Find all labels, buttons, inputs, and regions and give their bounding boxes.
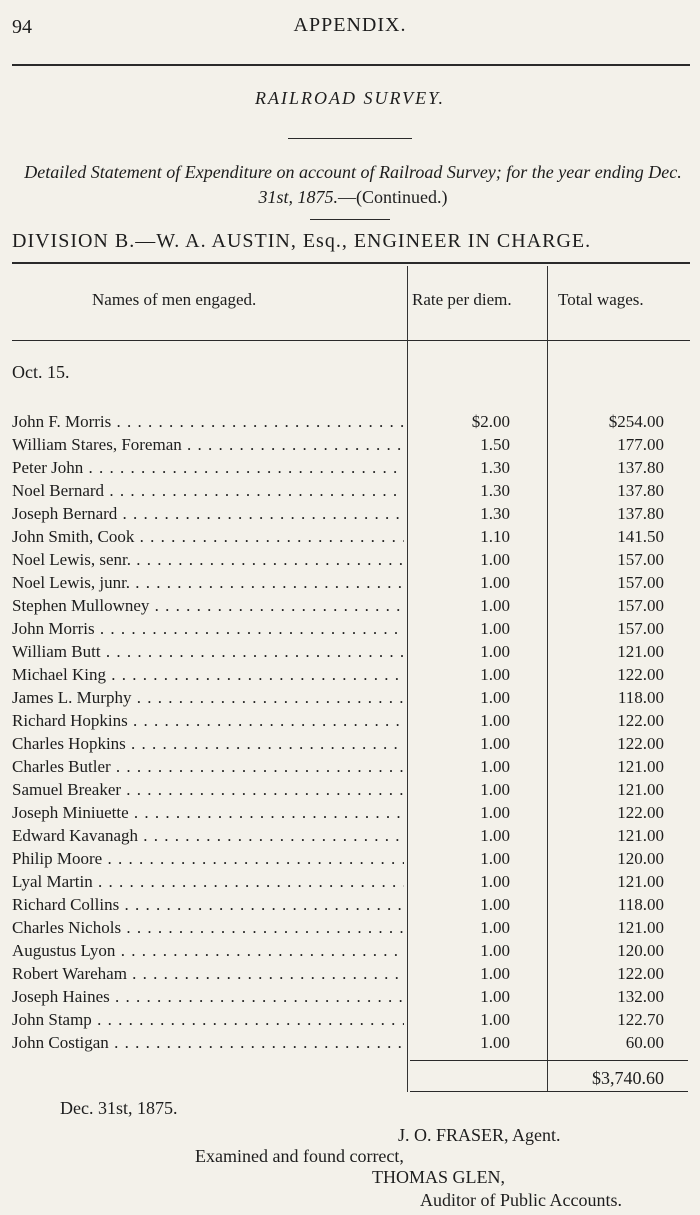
row-rate: 1.00 <box>480 642 510 661</box>
table-row <box>0 665 700 688</box>
row-wages: 120.00 <box>617 941 664 960</box>
row-name: William Butt . . . <box>12 642 404 662</box>
row-name: Samuel Breaker . . . <box>12 780 404 800</box>
table-bottom-rule <box>410 1091 688 1092</box>
row-name: Peter John . . . <box>12 458 404 478</box>
row-rate: 1.00 <box>480 849 510 868</box>
table-row <box>0 757 700 780</box>
subtitle-continued: —(Continued.) <box>338 187 448 207</box>
row-name: Joseph Haines . . . <box>12 987 404 1007</box>
table-row <box>0 619 700 642</box>
row-wages: 118.00 <box>617 688 664 707</box>
running-head: APPENDIX. <box>293 14 407 36</box>
row-wages: 60.00 <box>625 1033 664 1052</box>
row-wages: 157.00 <box>617 596 664 615</box>
row-rate: 1.30 <box>480 481 510 500</box>
row-rate: 1.00 <box>480 734 510 753</box>
row-rate: 1.00 <box>480 757 510 776</box>
row-name: John Stamp . . . <box>12 1010 404 1030</box>
statement-date: Dec. 31st, 1875. <box>60 1098 178 1118</box>
row-rate: 1.00 <box>480 964 510 983</box>
table-row <box>0 964 700 987</box>
row-name: Lyal Martin . . . <box>12 872 404 892</box>
row-rate: 1.00 <box>480 1033 510 1052</box>
table-row <box>0 412 700 435</box>
row-name: Philip Moore . . . <box>12 849 404 869</box>
table-row <box>0 596 700 619</box>
table-row <box>0 1033 700 1056</box>
row-rate: 1.00 <box>480 803 510 822</box>
table-row <box>0 803 700 826</box>
row-name: Noel Lewis, senr. . . . <box>12 550 404 570</box>
statement-subtitle <box>18 160 688 210</box>
row-rate: 1.00 <box>480 987 510 1006</box>
row-name: William Stares, Foreman . . . <box>12 435 404 455</box>
row-rate: 1.00 <box>480 1010 510 1029</box>
column-header-names: Names of men engaged. <box>92 290 257 309</box>
table-row <box>0 1010 700 1033</box>
row-name: Robert Wareham . . . <box>12 964 404 984</box>
row-name: Richard Hopkins . . . <box>12 711 404 731</box>
row-wages: 121.00 <box>617 872 664 891</box>
row-wages: 132.00 <box>617 987 664 1006</box>
row-name: Charles Hopkins . . . <box>12 734 404 754</box>
total-wages: $3,740.60 <box>592 1068 664 1088</box>
row-name: James L. Murphy . . . <box>12 688 404 708</box>
table-row <box>0 435 700 458</box>
table-row <box>0 734 700 757</box>
division-heading: DIVISION B.—W. A. AUSTIN, Esq., ENGINEER IN CHARGE. <box>12 230 592 252</box>
row-rate: 1.00 <box>480 711 510 730</box>
row-wages: 121.00 <box>617 918 664 937</box>
row-rate: 1.30 <box>480 504 510 523</box>
row-wages: 157.00 <box>617 550 664 569</box>
table-row <box>0 780 700 803</box>
section-date-label: Oct. 15. <box>12 362 70 382</box>
column-header-wages: Total wages. <box>558 290 644 309</box>
row-name: John F. Morris . . . <box>12 412 404 432</box>
row-wages: 137.80 <box>617 504 664 523</box>
table-row <box>0 826 700 849</box>
row-wages: 122.70 <box>617 1010 664 1029</box>
auditor-name: THOMAS GLEN, <box>372 1167 505 1187</box>
row-rate: 1.00 <box>480 688 510 707</box>
table-row <box>0 527 700 550</box>
subtitle-main: Detailed Statement of Expenditure on account of Railroad Survey; for the year ending Dec. 31st, 1875. <box>24 162 682 207</box>
row-rate: 1.00 <box>480 573 510 592</box>
row-name: Richard Collins . . . <box>12 895 404 915</box>
table-row <box>0 711 700 734</box>
table-row <box>0 849 700 872</box>
row-name: Noel Lewis, junr. . . . <box>12 573 404 593</box>
table-row <box>0 573 700 596</box>
total-rule <box>410 1060 688 1061</box>
subtitle-rule <box>310 219 390 220</box>
row-rate: 1.00 <box>480 918 510 937</box>
table-row <box>0 642 700 665</box>
row-rate: 1.30 <box>480 458 510 477</box>
row-name: Noel Bernard . . . <box>12 481 404 501</box>
row-wages: 121.00 <box>617 757 664 776</box>
row-name: John Costigan . . . <box>12 1033 404 1053</box>
row-name: Charles Nichols . . . <box>12 918 404 938</box>
table-row <box>0 941 700 964</box>
auditor-title: Auditor of Public Accounts. <box>420 1190 622 1210</box>
row-wages: 137.80 <box>617 481 664 500</box>
row-wages: 137.80 <box>617 458 664 477</box>
header-rule <box>12 64 690 66</box>
section-title: RAILROAD SURVEY. <box>254 88 445 108</box>
table-row <box>0 872 700 895</box>
row-wages: 177.00 <box>617 435 664 454</box>
row-wages: 121.00 <box>617 642 664 661</box>
page-number: 94 <box>12 16 32 38</box>
row-rate: 1.10 <box>480 527 510 546</box>
agent-signature: J. O. FRASER, Agent. <box>398 1125 561 1145</box>
column-header-rate: Rate per diem. <box>412 290 512 309</box>
row-wages: 122.00 <box>617 665 664 684</box>
table-row <box>0 458 700 481</box>
row-name: Joseph Miniuette . . . <box>12 803 404 823</box>
row-wages: 121.00 <box>617 780 664 799</box>
row-name: Augustus Lyon . . . <box>12 941 404 961</box>
row-wages: 157.00 <box>617 573 664 592</box>
row-name: John Smith, Cook . . . <box>12 527 404 547</box>
row-wages: 141.50 <box>617 527 664 546</box>
row-wages: 122.00 <box>617 803 664 822</box>
row-wages: 118.00 <box>617 895 664 914</box>
row-name: Stephen Mullowney . . . <box>12 596 404 616</box>
table-row <box>0 895 700 918</box>
row-rate: 1.00 <box>480 780 510 799</box>
row-name: Joseph Bernard . . . <box>12 504 404 524</box>
table-row <box>0 481 700 504</box>
title-rule <box>288 138 412 139</box>
row-rate: 1.00 <box>480 596 510 615</box>
examined-note: Examined and found correct, <box>195 1146 404 1166</box>
table-row <box>0 688 700 711</box>
row-rate: 1.00 <box>480 550 510 569</box>
row-rate: 1.00 <box>480 826 510 845</box>
row-rate: 1.00 <box>480 941 510 960</box>
row-rate: 1.00 <box>480 619 510 638</box>
row-wages: 122.00 <box>617 964 664 983</box>
row-wages: 120.00 <box>617 849 664 868</box>
row-rate: $2.00 <box>471 412 510 431</box>
row-rate: 1.00 <box>480 872 510 891</box>
column-header-rule <box>12 340 690 341</box>
row-name: Michael King . . . <box>12 665 404 685</box>
row-rate: 1.00 <box>480 665 510 684</box>
table-row <box>0 550 700 573</box>
table-top-rule <box>12 262 690 264</box>
row-wages: 121.00 <box>617 826 664 845</box>
row-wages: $254.00 <box>608 412 664 431</box>
row-name: Charles Butler . . . <box>12 757 404 777</box>
row-wages: 122.00 <box>617 711 664 730</box>
table-row <box>0 504 700 527</box>
row-wages: 157.00 <box>617 619 664 638</box>
row-rate: 1.50 <box>480 435 510 454</box>
row-wages: 122.00 <box>617 734 664 753</box>
row-rate: 1.00 <box>480 895 510 914</box>
row-name: Edward Kavanagh . . . <box>12 826 404 846</box>
table-row <box>0 918 700 941</box>
table-row <box>0 987 700 1010</box>
row-name: John Morris . . . <box>12 619 404 639</box>
